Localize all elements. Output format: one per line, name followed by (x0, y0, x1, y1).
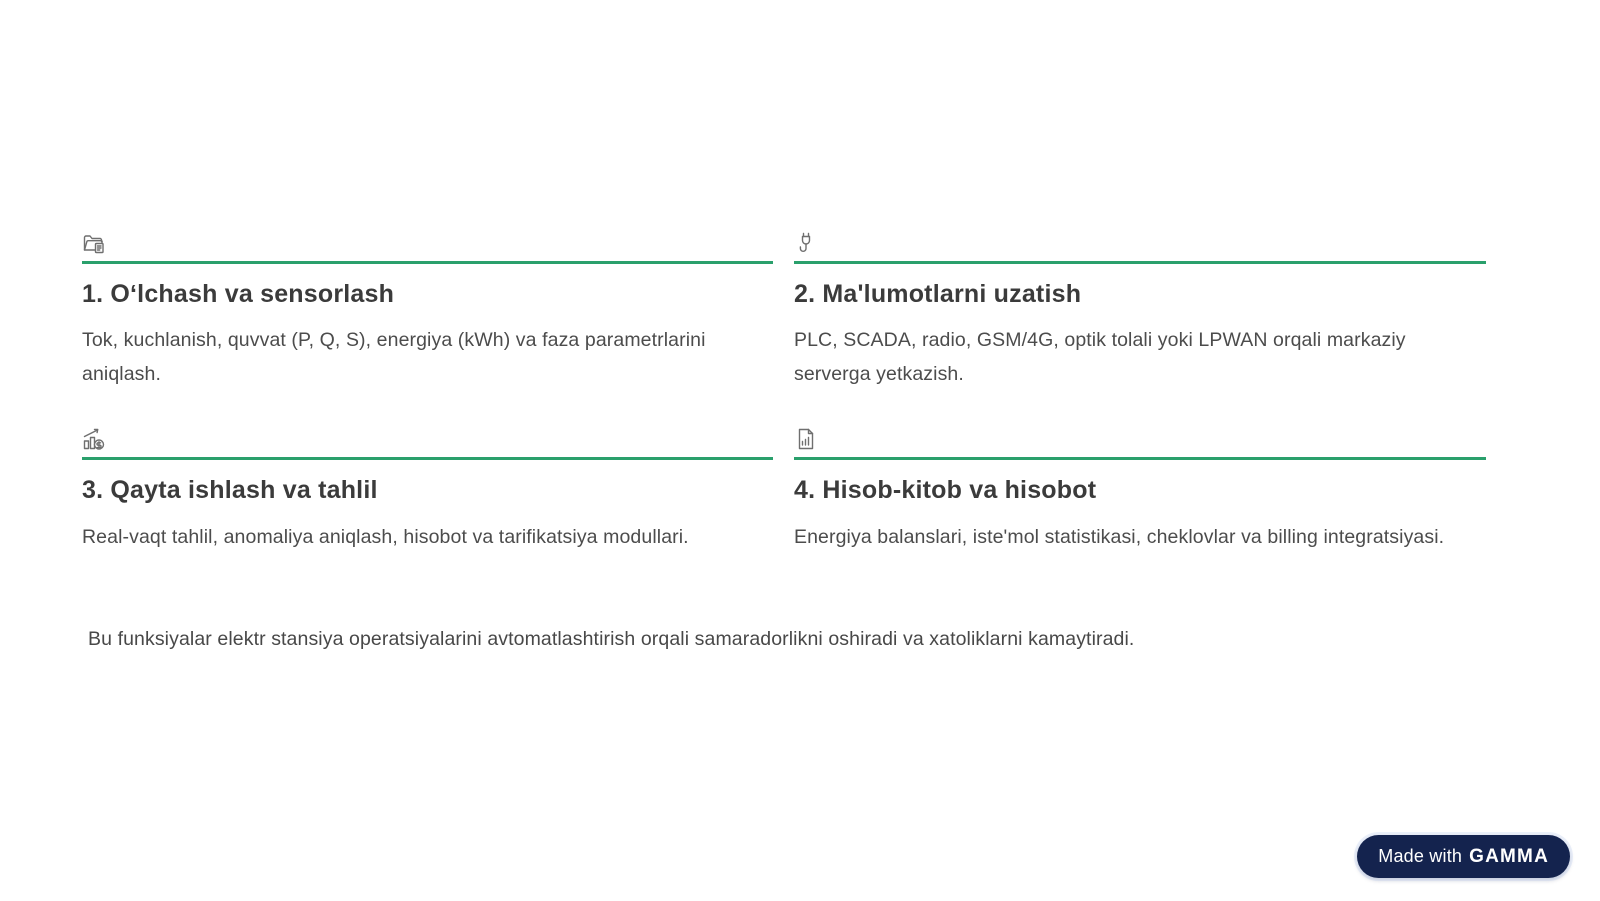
folder-document-icon (82, 231, 773, 255)
made-with-gamma-badge[interactable] (1357, 835, 1570, 878)
feature-description: PLC, SCADA, radio, GSM/4G, optik tolali yoki LPWAN orqali markaziy serverga yetkazish. (794, 329, 1406, 386)
feature-description: Energiya balanslari, iste'mol statistikasi, cheklovlar va billing integratsiyasi. (794, 525, 1445, 548)
made-with-label: Made with (1378, 846, 1463, 866)
feature-description: Tok, kuchlanish, quvvat (P, Q, S), energiya (kWh) va faza parametrlarini aniqlash. (82, 329, 706, 386)
feature-card-transmission (794, 231, 1486, 391)
accent-divider (82, 261, 773, 264)
feature-title: 4. Hisob-kitob va hisobot (794, 476, 1097, 505)
feature-card-measurement (82, 231, 773, 391)
power-plug-icon (794, 231, 1486, 255)
report-document-icon (794, 427, 1486, 451)
feature-title: 1. Oʻlchash va sensorlash (82, 280, 395, 308)
accent-divider (82, 457, 773, 460)
gamma-logo: GAMMA (1469, 845, 1549, 867)
feature-description: Real-vaqt tahlil, anomaliya aniqlash, hisobot va tarifikatsiya modullari. (82, 525, 689, 548)
accent-divider (794, 457, 1486, 460)
accent-divider (794, 261, 1486, 264)
feature-title: 3. Qayta ishlash va tahlil (82, 476, 378, 505)
footer-note: Bu funksiyalar elektr stansiya operatsiyalarini avtomatlashtirish orqali samaradorlikni oshiradi va xatoliklarni kamaytiradi. (88, 628, 1135, 650)
feature-title: 2. Ma'lumotlarni uzatish (794, 280, 1082, 308)
growth-chart-money-icon (82, 427, 773, 451)
feature-card-analysis (82, 427, 773, 553)
features-grid (82, 231, 1486, 554)
feature-card-billing (794, 427, 1486, 553)
